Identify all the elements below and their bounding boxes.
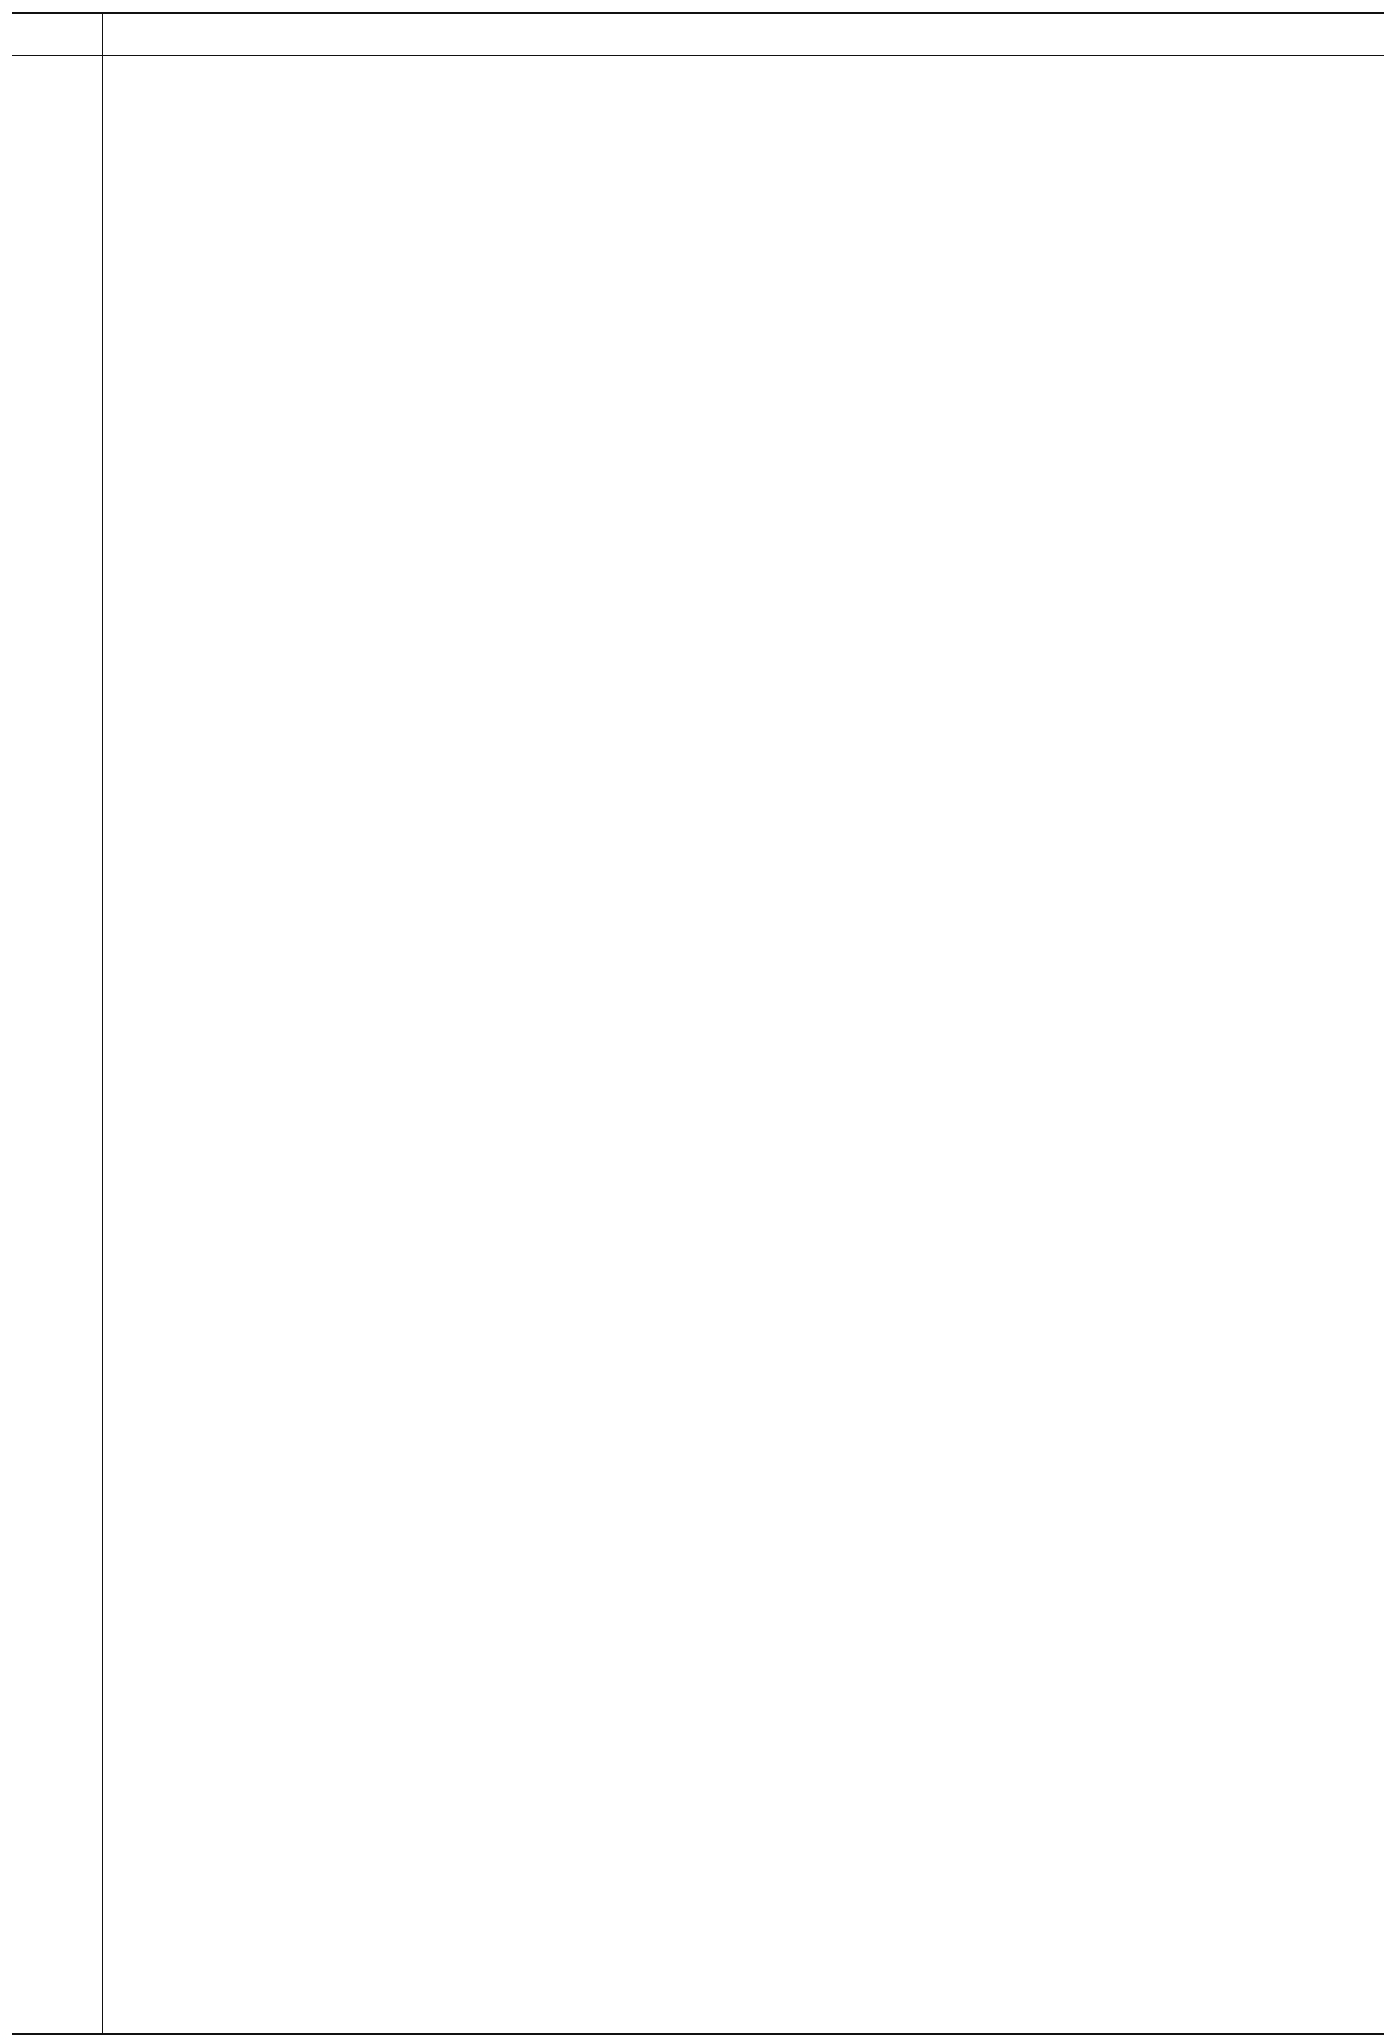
header-no [16,10,86,55]
header-definition [596,10,1384,55]
table-bottom-rule [12,2033,1384,2035]
table-column-divider [102,12,103,2033]
table-header-row [12,10,1384,55]
header-year [118,10,198,55]
table-header-rule [12,55,1384,56]
header-reference [215,10,585,55]
